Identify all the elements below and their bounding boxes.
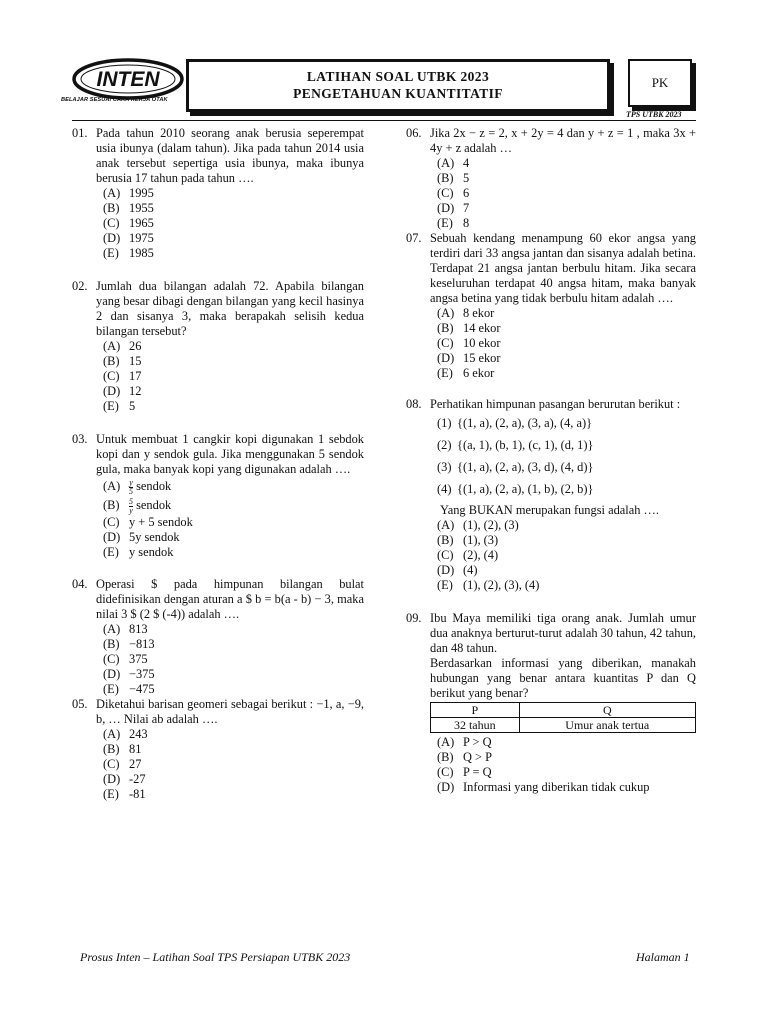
option[interactable]: (A) 4 [437,156,470,170]
option[interactable]: (B) 81 [103,742,142,756]
question-text: Perhatikan himpunan pasangan berurutan berikut : [430,397,681,411]
fraction: $\frac{5}{y}$ [129,496,133,515]
question-number: 03. [72,432,88,446]
option[interactable]: (E) -81 [103,787,146,801]
question-text: Sebuah kendang menampung 60 ekor angsa yang terdiri dari 33 angsa jantan dan sisanya adalah betina. Terdapat 21 angsa jantan berbulu hitam. Jika secara keseluruhan terdapat 40 angsa hitam, maka banyak angsa betina yang tidak berbulu hitam adalah …. [430,231,696,305]
options-list [96,727,364,802]
option[interactable]: (A) 1995 [103,186,154,200]
footer-title: Prosus Inten – Latihan Soal TPS Persiapan UTBK 2023 [80,950,351,964]
options-list [96,622,364,697]
option[interactable]: (D) Informasi yang diberikan tidak cukup [437,780,650,794]
option[interactable]: (D) 1975 [103,231,154,245]
option[interactable]: (A) $\frac{y}{5}$ sendok [103,477,172,496]
question-text: Jumlah dua bilangan adalah 72. Apabila bilangan yang besar dibagi dengan bilangan yang kecil hasinya 2 dan sisanya 3, maka berapakah selisih kedua bilangan tersebut? [96,279,364,338]
option[interactable]: (D) 12 [103,384,142,398]
option[interactable]: (C) y + 5 sendok [103,515,193,529]
options-list [96,477,364,560]
question-number: 06. [406,126,422,140]
option[interactable]: (E) 5 [103,399,136,413]
subject-code-box: PK [628,59,692,107]
title-box [186,59,610,112]
option[interactable]: (B) $\frac{5}{y}$ sendok [103,496,172,515]
option[interactable]: (D) (4) [437,563,478,577]
question-text: Untuk membuat 1 cangkir kopi digunakan 1 sebdok kopi dan y sendok gula. Jika menggunakan 5 sendok gula, maka banyak kopi yang digunakan adalah …. [96,432,364,476]
options-list [430,306,696,381]
title-line-2: PENGETAHUAN KUANTITATIF [293,86,503,101]
question-05 [72,697,364,802]
option[interactable]: (A) 243 [103,727,148,741]
question-09 [406,611,696,795]
options-list [430,156,696,231]
table-header-q: Q [519,703,695,718]
question-number: 05. [72,697,88,711]
option[interactable]: (A) (1), (2), (3) [437,518,519,532]
set-list [430,412,696,500]
option[interactable]: (C) 6 [437,186,470,200]
question-text: Jika 2x − z = 2, x + 2y = 4 dan y + z = 1 , maka 3x + 4y + z adalah … [430,126,696,155]
option[interactable]: (C) 17 [103,369,142,383]
options-list [430,518,696,593]
option[interactable]: (C) (2), (4) [437,548,499,562]
option[interactable]: (D) 5y sendok [103,530,180,544]
question-number: 01. [72,126,88,140]
option[interactable]: (B) 1955 [103,201,154,215]
options-list [96,339,364,414]
logo-text: INTEN [96,68,160,91]
option[interactable]: (D) 15 ekor [437,351,501,365]
question-number: 02. [72,279,88,293]
table-header-p: P [431,703,520,718]
options-list [430,735,696,795]
question-02 [72,279,364,414]
question-text: Operasi $ pada himpunan bilangan bulat didefinisikan dengan aturan a $ b = b(a - b) − 3, maka nilai 3 $ (2 $ (-4)) adalah …. [96,577,364,621]
logo-tagline: BELAJAR SESUAI CARA KERJA OTAK [61,97,168,103]
option[interactable]: (E) (1), (2), (3), (4) [437,578,540,592]
option[interactable]: (E) 1985 [103,246,154,260]
question-06 [406,126,696,231]
question-03 [72,432,364,560]
option[interactable]: (D) -27 [103,772,146,786]
left-column [72,126,364,802]
question-number: 09. [406,611,422,625]
set-item: (3) {(1, a), (2, a), (3, d), (4, d)} [437,460,594,474]
question-prompt: Yang BUKAN merupakan fungsi adalah …. [440,503,659,517]
page-number: Halaman 1 [636,950,690,964]
option[interactable]: (B) −813 [103,637,155,651]
option[interactable]: (C) 1965 [103,216,154,230]
set-item: (4) {(1, a), (2, a), (1, b), (2, b)} [437,482,594,496]
option[interactable]: (C) 375 [103,652,148,666]
set-item: (1) {(1, a), (2, a), (3, a), (4, a)} [437,416,593,430]
option[interactable]: (B) 15 [103,354,142,368]
option[interactable]: (B) (1), (3) [437,533,499,547]
option[interactable]: (E) 6 ekor [437,366,495,380]
option[interactable]: (C) 27 [103,757,142,771]
option[interactable]: (B) 14 ekor [437,321,501,335]
question-text: Pada tahun 2010 seorang anak berusia seperempat usia ibunya (dalam tahun). Jika pada tahun 2014 usia anak tersebut sepertiga usia ibunya, maka ibunya berusia 17 tahun pada tahun …. [96,126,364,185]
option[interactable]: (C) 10 ekor [437,336,501,350]
option[interactable]: (A) 26 [103,339,142,353]
fraction: $\frac{y}{5}$ [129,477,133,496]
options-list [96,186,364,261]
question-number: 08. [406,397,422,411]
header-divider [72,120,696,121]
option[interactable]: (A) P > Q [437,735,492,749]
option[interactable]: (B) Q > P [437,750,493,764]
question-number: 04. [72,577,88,591]
option[interactable]: (B) 5 [437,171,470,185]
title-line-1: LATIHAN SOAL UTBK 2023 [306,69,490,84]
option[interactable]: (D) −375 [103,667,155,681]
option[interactable]: (A) 813 [103,622,148,636]
table-cell-q: Umur anak tertua [519,718,695,733]
option[interactable]: (C) P = Q [437,765,492,779]
set-item: (2) {(a, 1), (b, 1), (c, 1), (d, 1)} [437,438,594,452]
option[interactable]: (D) 7 [437,201,470,215]
quantity-table [430,702,696,733]
question-04 [72,577,364,697]
option[interactable]: (A) 8 ekor [437,306,495,320]
question-01 [72,126,364,261]
option[interactable]: (E) 8 [437,216,470,230]
option[interactable]: (E) y sendok [103,545,174,559]
question-text: Diketahui barisan geomeri sebagai berikut : −1, a, −9, b, … Nilai ab adalah …. [96,697,364,726]
table-cell-p: 32 tahun [431,718,520,733]
right-column [406,126,696,795]
question-08 [406,397,696,593]
question-text-2: Berdasarkan informasi yang diberikan, manakah hubungan yang benar antara kuantitas P dan Q berikut yang benar? [430,656,696,700]
question-text: Ibu Maya memiliki tiga orang anak. Jumlah umur dua anaknya berturut-turut adalah 30 tahun, 42 tahun, dan 48 tahun. [430,611,696,655]
question-number: 07. [406,231,422,245]
question-07 [406,231,696,381]
subject-tag: TPS UTBK 2023 [626,110,682,119]
option[interactable]: (E) −475 [103,682,155,696]
